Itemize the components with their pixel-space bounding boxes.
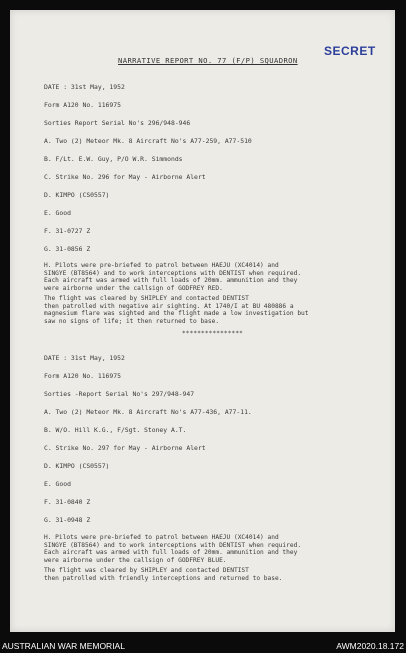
text-line: were airborne under the callsign of GODFREY BLUE.: [44, 556, 227, 564]
text-line: Each aircraft was armed with full loads of 20mm. ammunition and they: [44, 549, 298, 557]
report2-item-h: [44, 534, 301, 564]
report2-form: Form A120 No. 116975: [44, 372, 121, 380]
page-title: NARRATIVE REPORT NO. 77 (F/P) SQUADRON: [118, 56, 298, 65]
report2-item-c: C. Strike No. 297 for May - Airborne Alert: [44, 444, 206, 452]
text-line: SINGYE (BT8564) and to work interceptions with DENTIST when required.: [44, 541, 302, 549]
report1-item-h: [44, 262, 301, 292]
report1-item-c: C. Strike No. 296 for May - Airborne Alert: [44, 173, 206, 181]
report1-item-b: B. F/Lt. E.W. Guy, P/O W.R. Simmonds: [44, 155, 183, 163]
text-line: saw no signs of life; it then returned to base.: [44, 317, 220, 325]
report2-item-a: A. Two (2) Meteor Mk. 8 Aircraft No's A77-436, A77-11.: [44, 408, 252, 416]
archive-name: AUSTRALIAN WAR MEMORIAL: [2, 641, 125, 651]
text-line: Each aircraft was armed with full loads of 20mm. ammunition and they: [44, 277, 298, 285]
report2-sorties: Sorties -Report Serial No's 297/948-947: [44, 390, 195, 398]
report2-item-b: B. W/O. Hill K.G., F/Sgt. Stoney A.T.: [44, 426, 187, 434]
report2-item-g: G. 31-0948 Z: [44, 516, 91, 524]
text-line: were airborne under the callsign of GODFREY RED.: [44, 284, 223, 292]
report1-sorties: Sorties Report Serial No's 296/948-946: [44, 119, 191, 127]
archive-footer: [0, 641, 406, 653]
report1-form: Form A120 No. 116975: [44, 101, 121, 109]
text-line: SINGYE (BT8564) and to work interceptions with DENTIST when required.: [44, 269, 302, 277]
report1-item-a: A. Two (2) Meteor Mk. 8 Aircraft No's A77-259, A77-510: [44, 137, 252, 145]
text-line: H. Pilots were pre-briefed to patrol between HAEJU (XC4014) and: [44, 262, 279, 269]
text-line: The flight was cleared by SHIPLEY and contacted DENTIST: [44, 567, 249, 574]
report1-item-e: E. Good: [44, 209, 71, 217]
report2-item-f: F. 31-0840 Z: [44, 498, 91, 506]
report1-item-f: F. 31-0727 Z: [44, 227, 91, 235]
report2-narrative: [44, 567, 282, 582]
report1-item-d: D. KIMPO (CS0557): [44, 191, 110, 199]
section-separator: ****************: [182, 330, 243, 337]
report2-item-e: E. Good: [44, 480, 71, 488]
report2-item-d: D. KIMPO (CS0557): [44, 462, 110, 470]
document-page: [10, 10, 395, 632]
secret-stamp: SECRET: [324, 44, 376, 58]
text-line: then patrolled with negative air sighting. At 1740/I at BU 480886 a: [44, 302, 294, 310]
archive-reference: AWM2020.18.172: [336, 641, 404, 651]
report1-date: DATE : 31st May, 1952: [44, 83, 125, 91]
text-line: H. Pilots were pre-briefed to patrol between HAEJU (XC4014) and: [44, 534, 279, 541]
report1-narrative: [44, 295, 309, 325]
report1-item-g: G. 31-0856 Z: [44, 245, 91, 253]
report2-date: DATE : 31st May, 1952: [44, 354, 125, 362]
text-line: then patrolled with friendly interceptions and returned to base.: [44, 574, 283, 582]
text-line: magnesium flare was sighted and the flight made a low investigation but: [44, 310, 309, 318]
text-line: The flight was cleared by SHIPLEY and contacted DENTIST: [44, 295, 249, 302]
